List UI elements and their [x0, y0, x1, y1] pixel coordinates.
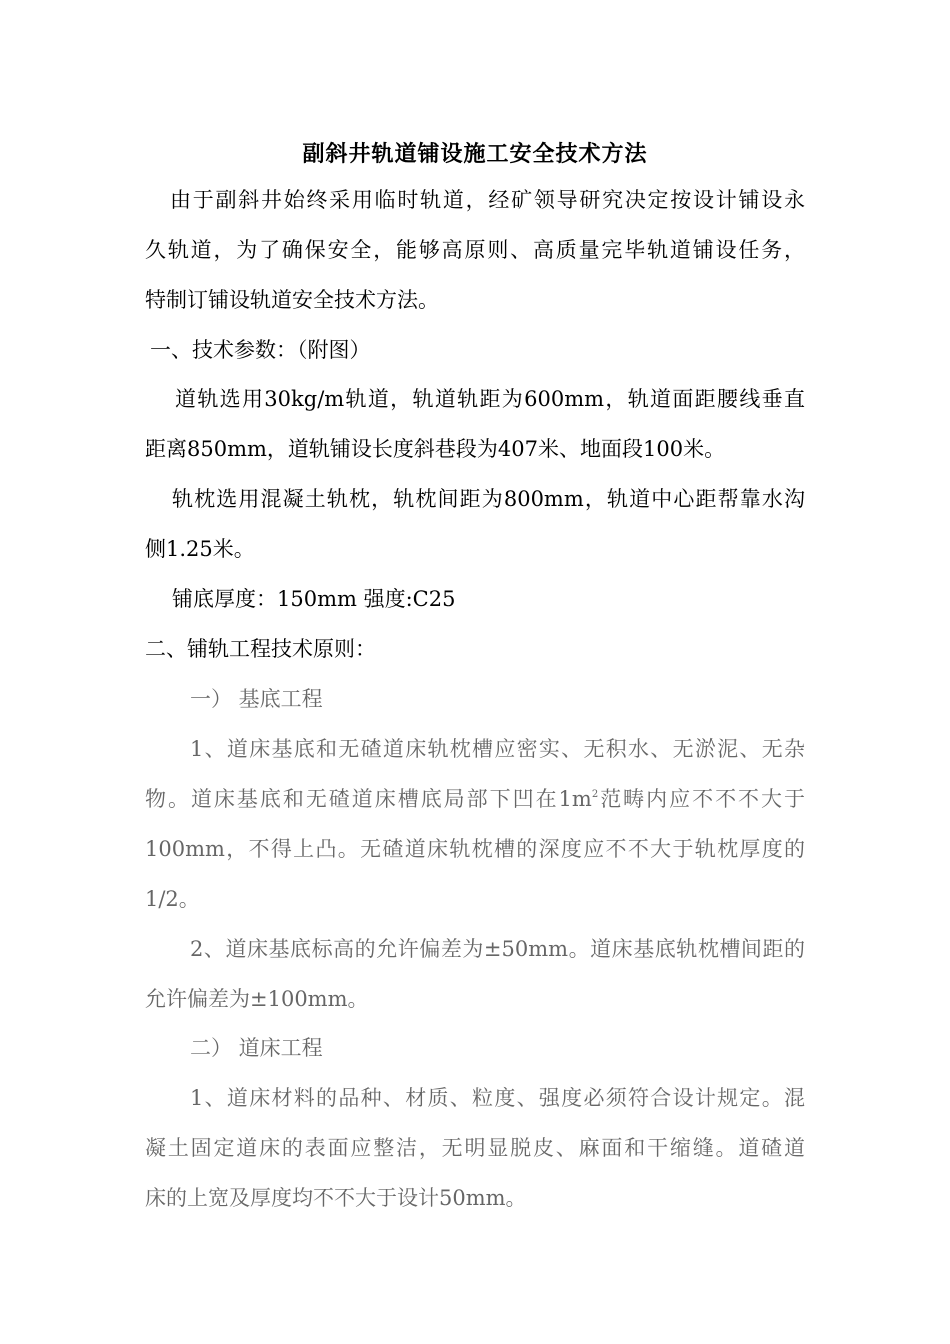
paragraph-line: 轨枕选用混凝土轨枕，轨枕间距为800mm，轨道中心距帮靠水沟 [172, 487, 805, 511]
line-text: 物。道床基底和无碴道床槽底局部下凹在1m [145, 787, 592, 811]
paragraph-line: 1、道床基底和无碴道床轨枕槽应密实、无积水、无淤泥、无杂 [190, 737, 805, 761]
paragraph-line: 凝土固定道床的表面应整洁，无明显脱皮、麻面和干缩缝。道碴道 [145, 1136, 805, 1160]
paragraph-line: 由于副斜井始终采用临时轨道，经矿领导研究决定按设计铺设永 [170, 188, 805, 212]
subsection-heading: 一） 基底工程 [190, 687, 323, 711]
paragraph-line: 久轨道，为了确保安全，能够高原则、高质量完毕轨道铺设任务， [145, 238, 805, 262]
paragraph-line: 1、道床材料的品种、材质、粒度、强度必须符合设计规定。混 [190, 1086, 805, 1110]
paragraph-line: 道轨选用30kg/m轨道，轨道轨距为600mm，轨道面距腰线垂直 [175, 387, 805, 411]
paragraph-line: 铺底厚度：150mm 强度:C25 [172, 587, 456, 611]
paragraph-line: 允许偏差为±100mm。 [145, 987, 369, 1011]
paragraph-line: 侧1.25米。 [145, 537, 255, 561]
paragraph-line [145, 784, 805, 814]
line-text: 范畴内应不不不大于 [598, 787, 805, 811]
paragraph-line: 特制订铺设轨道安全技术方法。 [145, 288, 439, 312]
section-heading: 二、铺轨工程技术原则： [145, 637, 376, 661]
section-heading: 一、技术参数：（附图） [150, 338, 371, 362]
paragraph-line: 2、道床基底标高的允许偏差为±50mm。道床基底轨枕槽间距的 [190, 937, 805, 961]
superscript: 2 [591, 789, 599, 800]
document-title: 副斜井轨道铺设施工安全技术方法 [302, 141, 648, 167]
paragraph-line: 1/2。 [145, 887, 200, 911]
subsection-heading: 二） 道床工程 [190, 1036, 323, 1060]
paragraph-line: 距离850mm，道轨铺设长度斜巷段为407米、地面段100米。 [145, 437, 726, 461]
paragraph-line: 100mm，不得上凸。无碴道床轨枕槽的深度应不不大于轨枕厚度的 [145, 837, 806, 861]
paragraph-line: 床的上宽及厚度均不不大于设计50mm。 [145, 1186, 527, 1210]
